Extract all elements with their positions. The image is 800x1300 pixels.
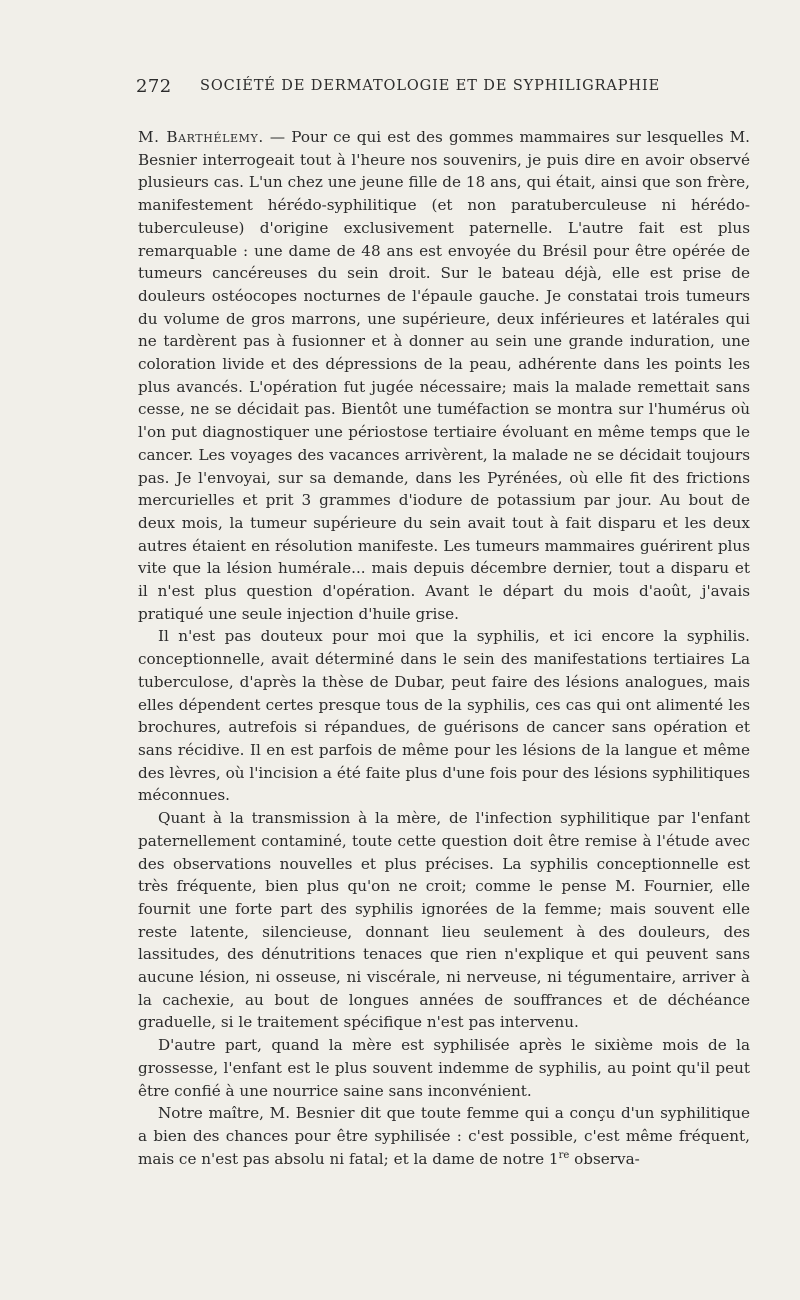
body-text [138,126,750,1170]
paragraph-text: Quant à la transmission à la mère, de l'infection syphilitique par l'enfant paternellement contaminé, toute cette question doit être remise à l'étude avec des observations nouvelles et plus précises. La syphilis conceptionnelle est très fréquente, bien plus qu'on ne croit; comme le pense M. Fournier, elle fournit une forte part des syphilis ignorées de la femme; mais souvent elle reste latente, silencieuse, donnant lieu seulement à des douleurs, des lassitudes, des dénutritions tenaces que rien n'explique et qui peuvent sans aucune lésion, ni osseuse, ni viscérale, ni nerveuse, ni tégumentaire, arriver à la cachexie, au bout de longues années de souffrances et de déchéance graduelle, si le traitement spécifique n'est pas intervenu. [138,809,750,1032]
paragraph-tail: observa- [569,1149,640,1168]
speaker-name: M. Barthélemy. [138,128,264,146]
paragraph-text: — Pour ce qui est des gommes mammaires sur lesquelles M. Besnier interrogeait tout à l'heure nos souvenirs, je puis dire en avoir observé plusieurs cas. L'un chez une jeune fille de 18 ans, qui était, ainsi que son frère, manifestement hérédo-syphilitique (et non paratuberculeuse ni hérédo-tuberculeuse) d'origine exclusivement paternelle. L'autre fait est plus remarquable : une dame de 48 ans est envoyée du Brésil pour être opérée de tumeurs cancéreuses du sein droit. Sur le bateau déjà, elle est prise de douleurs ostéocopes nocturnes de l'épaule gauche. Je constatai trois tumeurs du volume de gros marrons, une supérieure, deux inférieures et latérales qui ne tardèrent pas à fusionner et à donner au sein une grande induration, une coloration livide et des dépressions de la peau, adhérente dans les points les plus avancés. L'opération fut jugée nécessaire; mais la malade remettait sans cesse, ne se décidait pas. Bientôt une tuméfaction se montra sur l'humérus où l'on put diagnostiquer une périostose tertiaire évoluant en même temps que le cancer. Les voyages des vacances arrivèrent, la malade ne se décidait toujours pas. Je l'envoyai, sur sa demande, dans les Pyrénées, où elle fit des frictions mercurielles et prit 3 grammes d'iodure de potassium par jour. Au bout de deux mois, la tumeur supérieure du sein avait tout à fait disparu et les deux autres étaient en résolution manifeste. Les tumeurs mammaires guérirent plus vite que la lésion humérale... mais depuis décembre dernier, tout a disparu et il n'est plus question d'opération. Avant le départ du mois d'août, j'avais pratiqué une seule injection d'huile grise. [138,128,751,623]
paragraph-text: Notre maître, M. Besnier dit que toute femme qui a conçu d'un syphilitique a bien des chances pour être syphilisée : c'est possible, c'est même fréquent, mais ce n'est pas absolu ni fatal; et la dame de notre 1 [138,1104,750,1168]
paragraph-text: Il n'est pas douteux pour moi que la syphilis, et ici encore la syphilis. conceptionnelle, avait déterminé dans le sein des manifestations tertiaires La tuberculose, d'après la thèse de Dubar, peut faire des lésions analogues, mais elles dépendent certes presque tous de la syphilis, ces cas qui ont alimenté les brochures, autrefois si répandues, de guérisons de cancer sans opération et sans récidive. Il en est parfois de même pour les lésions de la langue et même des lèvres, où l'incision a été faite plus d'une fois pour des lésions syphilitiques méconnues. [138,627,750,805]
paragraph [138,1102,750,1170]
running-header [136,76,736,100]
paragraph [138,807,750,1034]
paragraph [138,1034,750,1102]
page-number: 272 [136,76,172,97]
superscript: re [558,1149,570,1161]
paragraph-text: D'autre part, quand la mère est syphilisée après le sixième mois de la grossesse, l'enfant est le plus souvent indemme de syphilis, au point qu'il peut être confié à une nourrice saine sans inconvénient. [138,1036,750,1100]
running-title: SOCIÉTÉ DE DERMATOLOGIE ET DE SYPHILIGRAPHIE [200,78,661,94]
paragraph [138,625,750,807]
paragraph [138,126,750,625]
